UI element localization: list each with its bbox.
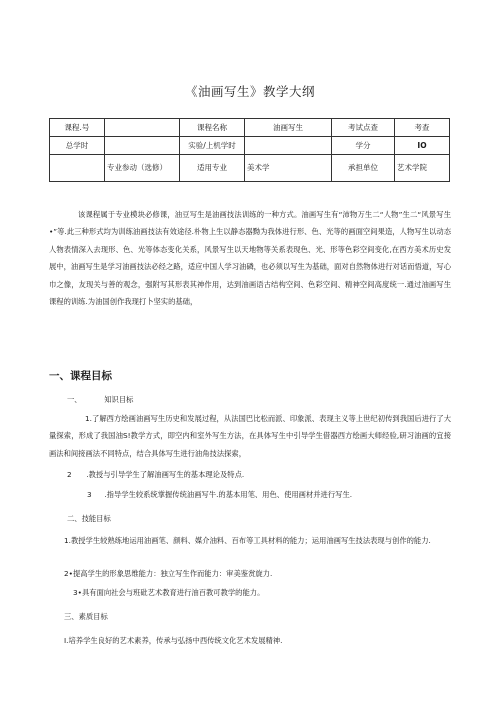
table-cell: 总学时 — [50, 137, 105, 155]
table-cell: 考试点查 — [332, 119, 395, 137]
table-row — [50, 155, 450, 182]
subheading-knowledge-goals — [67, 395, 133, 405]
table-cell: 专业参动（选修） — [105, 155, 180, 182]
skill-item-3: 3•具有面向社会与班砒艺术教育进行油百教可教学的能力。 — [73, 588, 265, 597]
table-cell: 课程.号 — [50, 119, 105, 137]
table-cell: 油画写生 — [245, 119, 332, 137]
table-row — [50, 119, 450, 137]
table-row — [50, 137, 450, 155]
quality-item-1: I.培养学生良好的艺术素养，传承与弘扬中西传统文化艺术发展精神. — [64, 636, 283, 645]
skill-item-1: 1.教授学生较熟练地运用油画笔、颜料、媒介油料、百布等工具材料的能力；运用油画写生技法表现与创作的能力. — [64, 536, 431, 545]
intro-paragraph: 该课程属于专业模块必修课，油豆写生是油画技法训练的一种方式。油画写生有“沛物万生二“人物”生二“风景写生•”等.此三种形式均为训练油画技法有效途径.朴物上生以静态器黝为我体进行形、色、光等的画面空间果造，人物写生以动态人物表情深入去现形、色、光等体态变化关系，风景写生以天地物等关系表现色、光、形等色彩空间变化,在西方美术历史发展中，油画写生是学习油画技法必经之路，适应中国人学习油磷，也必须以写生为基础，面对自然物体进行对话而悟道，写心巾之像，友现关与善的观念，强附写其形表其神作用，达到油画语古结构空间、色彩空间、精神空间高度统一.通过油画写生课程的训练.为油国创作我现打卜坚实的基础， — [49, 210, 451, 307]
knowledge-item-1: 1.了解西方绘画油画写生历史和发展过程，从法国巴比松而派、印象派、表现主义等上世纪初传到我国后进行了大量探索，形成了我国油S!教学方式，即空内和室外写生方法，在具体写生中引导学生借器西方绘画大师经验,研习油画的宜接画法和间接画法不同特点，结合具体写生进行油角技法探索， — [49, 414, 451, 458]
table-cell — [105, 119, 180, 137]
table-cell: 学分 — [332, 137, 395, 155]
table-cell: IO — [395, 137, 450, 155]
skill-item-2: 2•提高学生的形象思维能力：独立写生作而能力：审美鉴赏旋力. — [64, 569, 273, 578]
subheading-number: 一、 — [67, 395, 82, 404]
table-cell: 美术学 — [245, 155, 332, 182]
table-cell — [245, 137, 332, 155]
table-cell: 实验/上机学时 — [180, 137, 245, 155]
item-number: 2 — [67, 470, 72, 479]
item-text: .指导学生较系统掌握传统油画写牛.的基本用笔、用色、使用画材并进行写生. — [104, 490, 353, 499]
table-cell: 课程名称 — [180, 119, 245, 137]
table-cell: 适用专业 — [180, 155, 245, 182]
subheading-skill-goals: 二、技能目标 — [67, 514, 111, 523]
knowledge-item-2 — [67, 470, 244, 480]
knowledge-item-3 — [87, 490, 352, 500]
table-cell — [105, 137, 180, 155]
section-heading-course-goals: 一、课程目标 — [49, 370, 112, 382]
table-cell: 考查 — [395, 119, 450, 137]
subheading-label: 知识目标 — [104, 395, 134, 404]
table-cell: 艺术学院 — [395, 155, 450, 182]
document-title: 《油画写生》教学大纲 — [184, 84, 315, 99]
course-info-table — [49, 118, 450, 182]
item-text: .教授与引导学生了解油画写生的基本理论及特点. — [86, 470, 245, 479]
table-cell — [50, 155, 105, 182]
subheading-quality-goals: 三、素质目标 — [64, 612, 108, 621]
item-number: 3 — [87, 490, 92, 499]
table-cell: 承担单位 — [332, 155, 395, 182]
